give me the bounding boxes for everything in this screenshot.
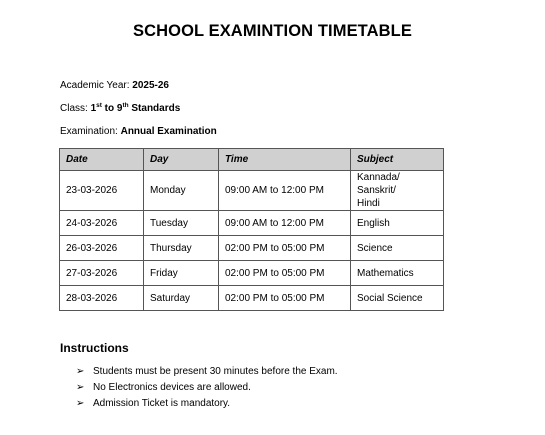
cell-date: 26-03-2026 bbox=[60, 236, 144, 261]
academic-year-value: 2025-26 bbox=[132, 80, 169, 91]
examination-value: Annual Examination bbox=[120, 126, 217, 137]
table-row bbox=[60, 236, 444, 261]
examination bbox=[60, 126, 217, 137]
cell-date: 24-03-2026 bbox=[60, 211, 144, 236]
cell-subject: Science bbox=[351, 236, 444, 261]
table-row bbox=[60, 261, 444, 286]
arrow-bullet-icon: ➢ bbox=[76, 398, 85, 409]
cell-time: 02:00 PM to 05:00 PM bbox=[219, 236, 351, 261]
cell-date: 23-03-2026 bbox=[60, 171, 144, 211]
instruction-text: Admission Ticket is mandatory. bbox=[93, 398, 231, 409]
cell-day: Thursday bbox=[144, 236, 219, 261]
cell-day: Tuesday bbox=[144, 211, 219, 236]
cell-subject: Mathematics bbox=[351, 261, 444, 286]
cell-subject: Social Science bbox=[351, 286, 444, 311]
cell-time: 02:00 PM to 05:00 PM bbox=[219, 261, 351, 286]
arrow-bullet-icon: ➢ bbox=[76, 366, 85, 377]
cell-date: 28-03-2026 bbox=[60, 286, 144, 311]
table-row bbox=[60, 211, 444, 236]
cell-day: Monday bbox=[144, 171, 219, 211]
class-info bbox=[60, 103, 180, 114]
cell-subject: English bbox=[351, 211, 444, 236]
page-title: SCHOOL EXAMINTION TIMETABLE bbox=[133, 22, 412, 40]
instructions-list bbox=[76, 364, 338, 412]
timetable bbox=[59, 148, 444, 311]
cell-time: 09:00 AM to 12:00 PM bbox=[219, 171, 351, 211]
list-item bbox=[76, 380, 338, 396]
instruction-text: Students must be present 30 minutes before the Exam. bbox=[93, 366, 338, 377]
table-row bbox=[60, 171, 444, 211]
cell-time: 09:00 AM to 12:00 PM bbox=[219, 211, 351, 236]
subject-multiline: Kannada/ Sanskrit/ Hindi bbox=[357, 172, 400, 209]
list-item bbox=[76, 396, 338, 412]
cell-subject bbox=[351, 171, 444, 211]
cell-day: Saturday bbox=[144, 286, 219, 311]
cell-day: Friday bbox=[144, 261, 219, 286]
instruction-text: No Electronics devices are allowed. bbox=[93, 382, 251, 393]
arrow-bullet-icon: ➢ bbox=[76, 382, 85, 393]
header-subject: Subject bbox=[351, 149, 444, 171]
academic-year-label: Academic Year: bbox=[60, 80, 133, 91]
header-time: Time bbox=[219, 149, 351, 171]
table-header-row bbox=[60, 149, 444, 171]
cell-date: 27-03-2026 bbox=[60, 261, 144, 286]
table-row bbox=[60, 286, 444, 311]
list-item bbox=[76, 364, 338, 380]
instructions-heading: Instructions bbox=[60, 341, 129, 355]
class-value: 1st to 9th Standards bbox=[90, 102, 181, 114]
academic-year bbox=[60, 80, 169, 91]
cell-time: 02:00 PM to 05:00 PM bbox=[219, 286, 351, 311]
class-label: Class: bbox=[60, 103, 91, 114]
header-day: Day bbox=[144, 149, 219, 171]
header-date: Date bbox=[60, 149, 144, 171]
examination-label: Examination: bbox=[60, 126, 121, 137]
